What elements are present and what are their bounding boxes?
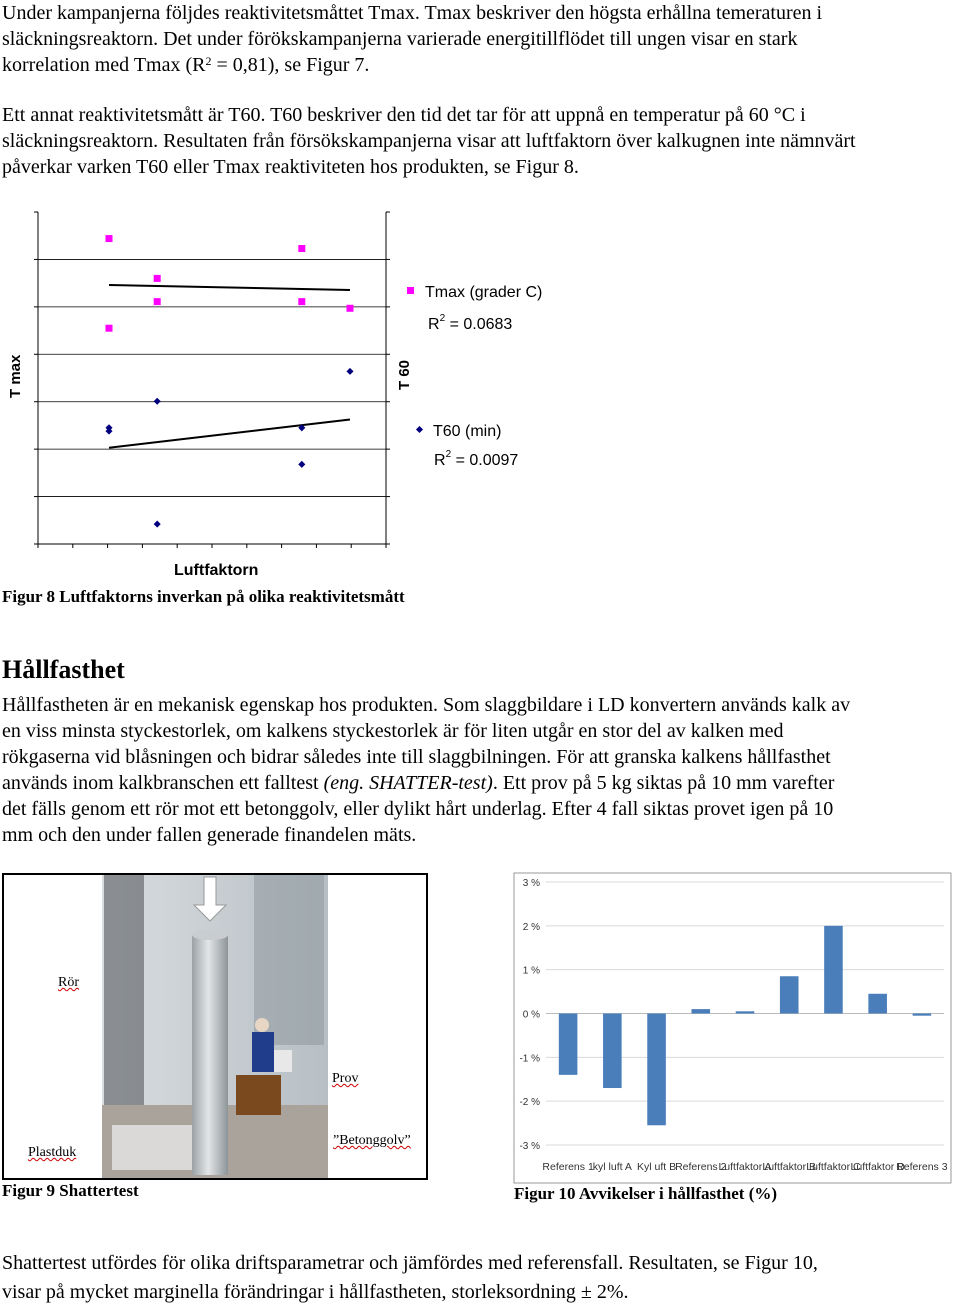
bar [868, 994, 887, 1014]
bar [559, 1014, 578, 1075]
text-line: påverkar varken T60 eller Tmax reaktiviteten hos produkten, se Figur 8. [2, 156, 579, 178]
bar [691, 1009, 710, 1013]
x-axis-label: Luftfaktorn [174, 562, 259, 579]
figure9-caption: Figur 9 Shattertest [2, 1181, 139, 1200]
r2-label-tmax: $R^2 = 0.0683$ [428, 313, 513, 333]
section-heading: Hållfasthet [2, 655, 125, 684]
text-line: släckningsreaktorn. Det under förökskampanjerna varierade energitillflödet till ungen visar en stark [2, 28, 798, 50]
legend-label-t60: T60 (min) [433, 423, 502, 440]
figure8-caption: Figur 8 Luftfaktorns inverkan på olika reaktivitetsmått [2, 587, 405, 606]
y-tick-label: -1 % [519, 1053, 540, 1065]
bar [647, 1014, 666, 1126]
text-line: visar på mycket marginella förändringar i hållfastheten, storleksordning ± 2%. [2, 1281, 629, 1303]
bar [736, 1011, 755, 1013]
x-tick-label: Luftfaktor A [718, 1161, 772, 1173]
text-line: Under kampanjerna följdes reaktivitetsmåttet Tmax. Tmax beskriver den högsta erhållna temeraturen i [2, 2, 823, 24]
x-tick-label: kyl luft A [592, 1161, 632, 1173]
x-tick-label: Referens 1 [542, 1161, 594, 1173]
y-axis-label-left: T max [7, 354, 24, 398]
x-tick-label: Referens 2 [675, 1161, 727, 1173]
legend-label-tmax: Tmax (grader C) [425, 284, 543, 301]
label-ror: Rör [58, 975, 79, 990]
chart-border [514, 873, 951, 1183]
y-tick-label: 2 % [522, 921, 540, 933]
text-line: Shattertest utfördes för olika driftsparametrar och jämfördes med referensfall. Resultaten, se Figur 10, [2, 1252, 818, 1274]
y-tick-label: 3 % [522, 878, 540, 889]
x-tick-label: Kyl uft B [637, 1161, 677, 1173]
text-line: används inom kalkbranschen ett falltest (eng. SHATTER-test). Ett prov på 5 kg siktas på 10 mm varefter [2, 772, 835, 794]
text-line: rökgaserna vid blåsningen och bidrar således inte till slaggbilningen. För att granska kalkens hållfasthet [2, 746, 831, 768]
bar [913, 1014, 932, 1016]
label-prov: Prov [332, 1071, 359, 1086]
text-line: mm och den under fallen generade finandelen mäts. [2, 824, 417, 846]
x-tick-label: Referens 3 [896, 1161, 948, 1173]
y-tick-label: 1 % [522, 965, 540, 977]
x-tick-label: Luftfaktor C [806, 1161, 861, 1173]
y-tick-label: -3 % [519, 1141, 540, 1152]
figure10-caption: Figur 10 Avvikelser i hållfasthet (%) [514, 1184, 778, 1203]
text-line: det fälls genom ett rör mot ett betonggolv, eller dylikt hårt underlag. Efter 4 fall siktas provet igen på 10 [2, 798, 834, 820]
x-tick-label: Luftfaktor B [762, 1161, 817, 1173]
x-tick-label: Luftfaktor D [850, 1161, 905, 1173]
paragraph-resultat [2, 1249, 818, 1307]
bar [824, 926, 843, 1014]
bar [780, 976, 799, 1013]
r2-label-t60: $R^2 = 0.0097$ [434, 449, 519, 469]
y-axis-label-right: T 60 [396, 359, 413, 390]
y-tick-label: -2 % [519, 1097, 540, 1109]
text-line: Hållfastheten är en mekanisk egenskap hos produkten. Som slaggbildare i LD konvertern används kalk av [2, 694, 851, 716]
bar [603, 1014, 622, 1089]
text-line: Ett annat reaktivitetsmått är T60. T60 beskriver den tid det tar för att uppnå en temperatur på 60 °C i [2, 104, 806, 126]
text-line: korrelation med Tmax $(R^2 = 0,81)$, se Figur 7. [2, 54, 370, 76]
y-tick-label: 0 % [522, 1009, 540, 1021]
label-betonggolv: ”Betonggolv” [333, 1133, 411, 1148]
label-plastduk: Plastduk [28, 1145, 77, 1160]
text-line: en viss minsta styckestorlek, om kalkens styckestorlek är för liten utgår en stor del av kalken med [2, 720, 784, 742]
text-line: släckningsreaktorn. Resultaten från försökskampanjerna visar att luftfaktorn över kalkugnen inte nämnvärt [2, 130, 856, 152]
